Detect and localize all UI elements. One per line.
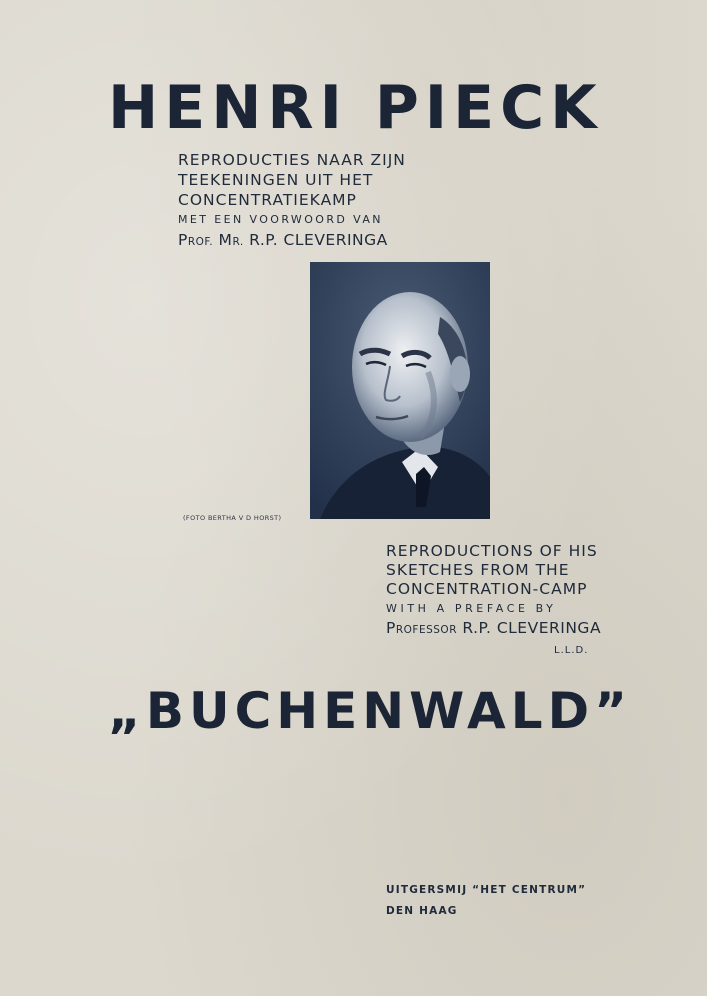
publisher-name: UITGERSMIJ “HET CENTRUM”: [386, 884, 587, 896]
author-title: HENRI PIECK: [108, 73, 603, 143]
english-subtitle-line-2: SKETCHES FROM THE: [386, 561, 570, 579]
english-preface-author-name: R.P. CLEVERINGA: [456, 619, 602, 637]
photo-credit: (FOTO BERTHA V D HORST): [183, 514, 282, 522]
publisher-city: DEN HAAG: [386, 905, 458, 917]
degree-label: L.L.D.: [554, 645, 589, 656]
book-title: „BUCHENWALD”: [108, 682, 632, 740]
professor-rest: ROFESSOR: [395, 624, 457, 636]
dutch-subtitle-line-3: CONCENTRATIEKAMP: [178, 191, 357, 209]
author-portrait-photo: [310, 262, 490, 519]
dutch-subtitle-line-4: MET EEN VOORWOORD VAN: [178, 213, 383, 226]
publisher-info: [386, 880, 646, 922]
english-preface-author: [386, 619, 646, 640]
mr-rest: R.: [232, 236, 244, 248]
prof-rest: ROF.: [187, 236, 214, 248]
prof-initial: P: [178, 231, 188, 249]
mr-initial: M: [213, 231, 233, 249]
portrait-illustration: [310, 262, 490, 519]
english-subtitle-line-1: REPRODUCTIONS OF HIS: [386, 542, 598, 560]
preface-author-name: R.P. CLEVERINGA: [243, 231, 388, 249]
dutch-subtitle-line-1: REPRODUCTIES NAAR ZIJN: [178, 151, 406, 169]
english-subtitle: [386, 542, 646, 640]
dutch-preface-author: [178, 230, 438, 252]
dutch-subtitle-line-2: TEEKENINGEN UIT HET: [178, 171, 374, 189]
professor-initial: P: [386, 619, 396, 637]
dutch-subtitle: [178, 150, 438, 252]
english-subtitle-line-3: CONCENTRATION-CAMP: [386, 580, 588, 598]
english-subtitle-line-4: WITH A PREFACE BY: [386, 602, 557, 615]
